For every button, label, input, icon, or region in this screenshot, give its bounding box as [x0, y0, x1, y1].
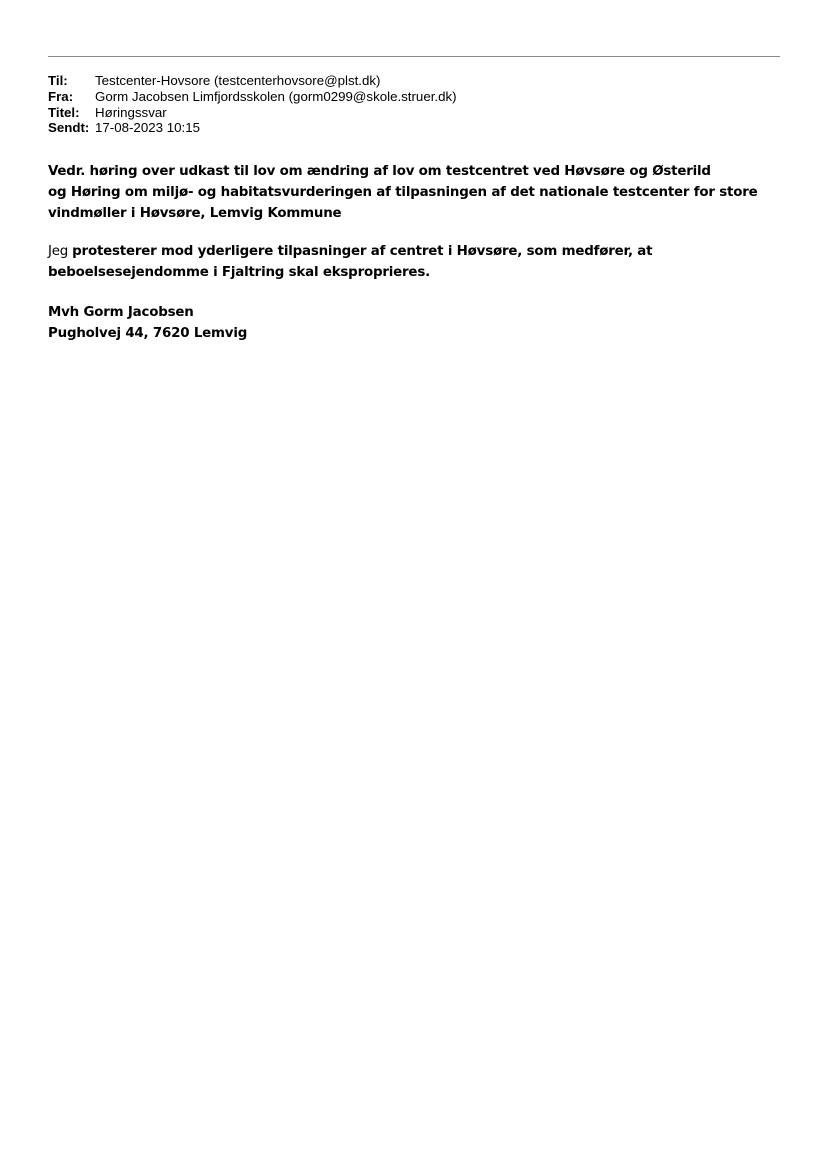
from-row: [48, 89, 457, 105]
subject-block: [48, 161, 788, 224]
title-label: Titel:: [48, 104, 80, 120]
from-value: Gorm Jacobsen Limfjordsskolen (gorm0299@skole.struer.dk): [95, 88, 457, 104]
sent-value: 17-08-2023 10:15: [95, 120, 200, 136]
statement-lead: Jeg: [48, 244, 73, 259]
signature-address: Pugholvej 44, 7620 Lemvig: [48, 326, 248, 341]
subject-line-3: vindmøller i Høvsøre, Lemvig Kommune: [48, 206, 342, 221]
from-label: Fra:: [48, 88, 74, 104]
statement-paragraph: [48, 241, 788, 283]
statement-emphasis: protesterer mod yderligere tilpasninger af centret i Høvsøre, som medfører, at beboelsesejendomme i Fjaltring skal eksproprieres.: [48, 244, 653, 280]
to-row: [48, 73, 457, 89]
subject-line-2: og Høring om miljø- og habitatsvurderingen af tilpasningen af det nationale testcenter for store: [48, 185, 758, 200]
signature-block: [48, 302, 788, 344]
email-header: [48, 73, 457, 136]
sent-label: Sendt:: [48, 120, 90, 136]
title-row: [48, 105, 457, 121]
subject-line-1: Vedr. høring over udkast til lov om ændring af lov om testcentret ved Høvsøre og Østerild: [48, 164, 711, 179]
to-label: Til:: [48, 73, 68, 88]
sent-row: [48, 120, 457, 136]
to-value: Testcenter-Hovsore (testcenterhovsore@plst.dk): [95, 73, 381, 88]
header-divider: [48, 56, 780, 57]
signature-greeting: Mvh Gorm Jacobsen: [48, 305, 194, 320]
title-value: Høringssvar: [95, 104, 167, 120]
